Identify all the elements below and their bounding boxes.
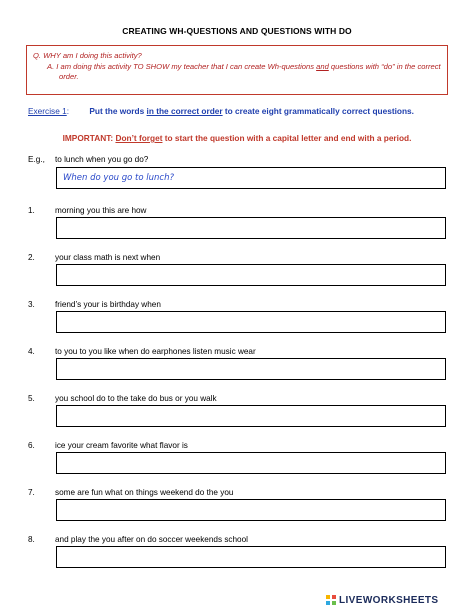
purpose-answer-and: and: [316, 62, 329, 71]
example-prompt: to lunch when you go do?: [55, 155, 149, 164]
exercise-instruction: [28, 106, 414, 116]
answer-input-3[interactable]: [56, 311, 446, 333]
answer-input-6[interactable]: [56, 452, 446, 474]
answer-input-2[interactable]: [56, 264, 446, 286]
item-prompt: ice your cream favorite what flavor is: [55, 441, 188, 450]
important-note: [0, 133, 474, 143]
answer-input-8[interactable]: [56, 546, 446, 568]
item-prompt: morning you this are how: [55, 206, 147, 215]
exercise-colon: :: [66, 106, 70, 116]
purpose-question: Q. WHY am I doing this activity?: [33, 51, 142, 60]
item-number: 7.: [28, 488, 35, 497]
instruction-suffix: to create eight grammatically correct questions.: [222, 106, 414, 116]
item-number: 5.: [28, 394, 35, 403]
footer-brand-text: LIVEWORKSHEETS: [339, 594, 439, 606]
answer-input-1[interactable]: [56, 217, 446, 239]
example-label: E.g.,: [28, 155, 45, 164]
question-item: [28, 206, 146, 215]
item-number: 1.: [28, 206, 35, 215]
example-item: [28, 155, 148, 164]
item-prompt: and play the you after on do soccer weekends school: [55, 535, 248, 544]
answer-input-7[interactable]: [56, 499, 446, 521]
example-answer-box: When do you go to lunch?: [56, 167, 446, 189]
important-suffix: to start the question with a capital letter and end with a period.: [162, 133, 412, 143]
item-number: 2.: [28, 253, 35, 262]
item-number: 4.: [28, 347, 35, 356]
purpose-answer: [33, 62, 441, 82]
item-number: 3.: [28, 300, 35, 309]
item-prompt: friend’s your is birthday when: [55, 300, 161, 309]
question-item: [28, 300, 161, 309]
item-number: 8.: [28, 535, 35, 544]
question-item: [28, 488, 233, 497]
answer-input-5[interactable]: [56, 405, 446, 427]
answer-input-4[interactable]: [56, 358, 446, 380]
instruction-underlined: in the correct order: [146, 106, 223, 116]
item-prompt: you school do to the take do bus or you walk: [55, 394, 217, 403]
item-prompt: your class math is next when: [55, 253, 161, 262]
question-item: [28, 535, 248, 544]
important-prefix: IMPORTANT:: [62, 133, 116, 143]
liveworksheets-logo-icon: [326, 595, 336, 605]
question-item: [28, 253, 160, 262]
instruction-prefix: Put the words: [89, 106, 147, 116]
exercise-instruction-text: [89, 106, 414, 116]
purpose-answer-prefix: A. I am doing this activity TO SHOW my teacher that I can create Wh-questions: [47, 62, 317, 71]
question-item: [28, 441, 188, 450]
question-item: [28, 394, 217, 403]
footer-brand: [326, 593, 439, 607]
page-title: CREATING WH-QUESTIONS AND QUESTIONS WITH DO: [122, 26, 352, 36]
item-number: 6.: [28, 441, 35, 450]
important-underlined: Don’t forget: [115, 133, 163, 143]
purpose-box: [26, 45, 448, 95]
exercise-label: Exercise 1: [28, 106, 67, 116]
purpose-answer-suffix: questions with “do” in the correct order.: [59, 62, 441, 81]
item-prompt: to you to you like when do earphones listen music wear: [55, 347, 256, 356]
item-prompt: some are fun what on things weekend do the you: [55, 488, 234, 497]
question-item: [28, 347, 256, 356]
